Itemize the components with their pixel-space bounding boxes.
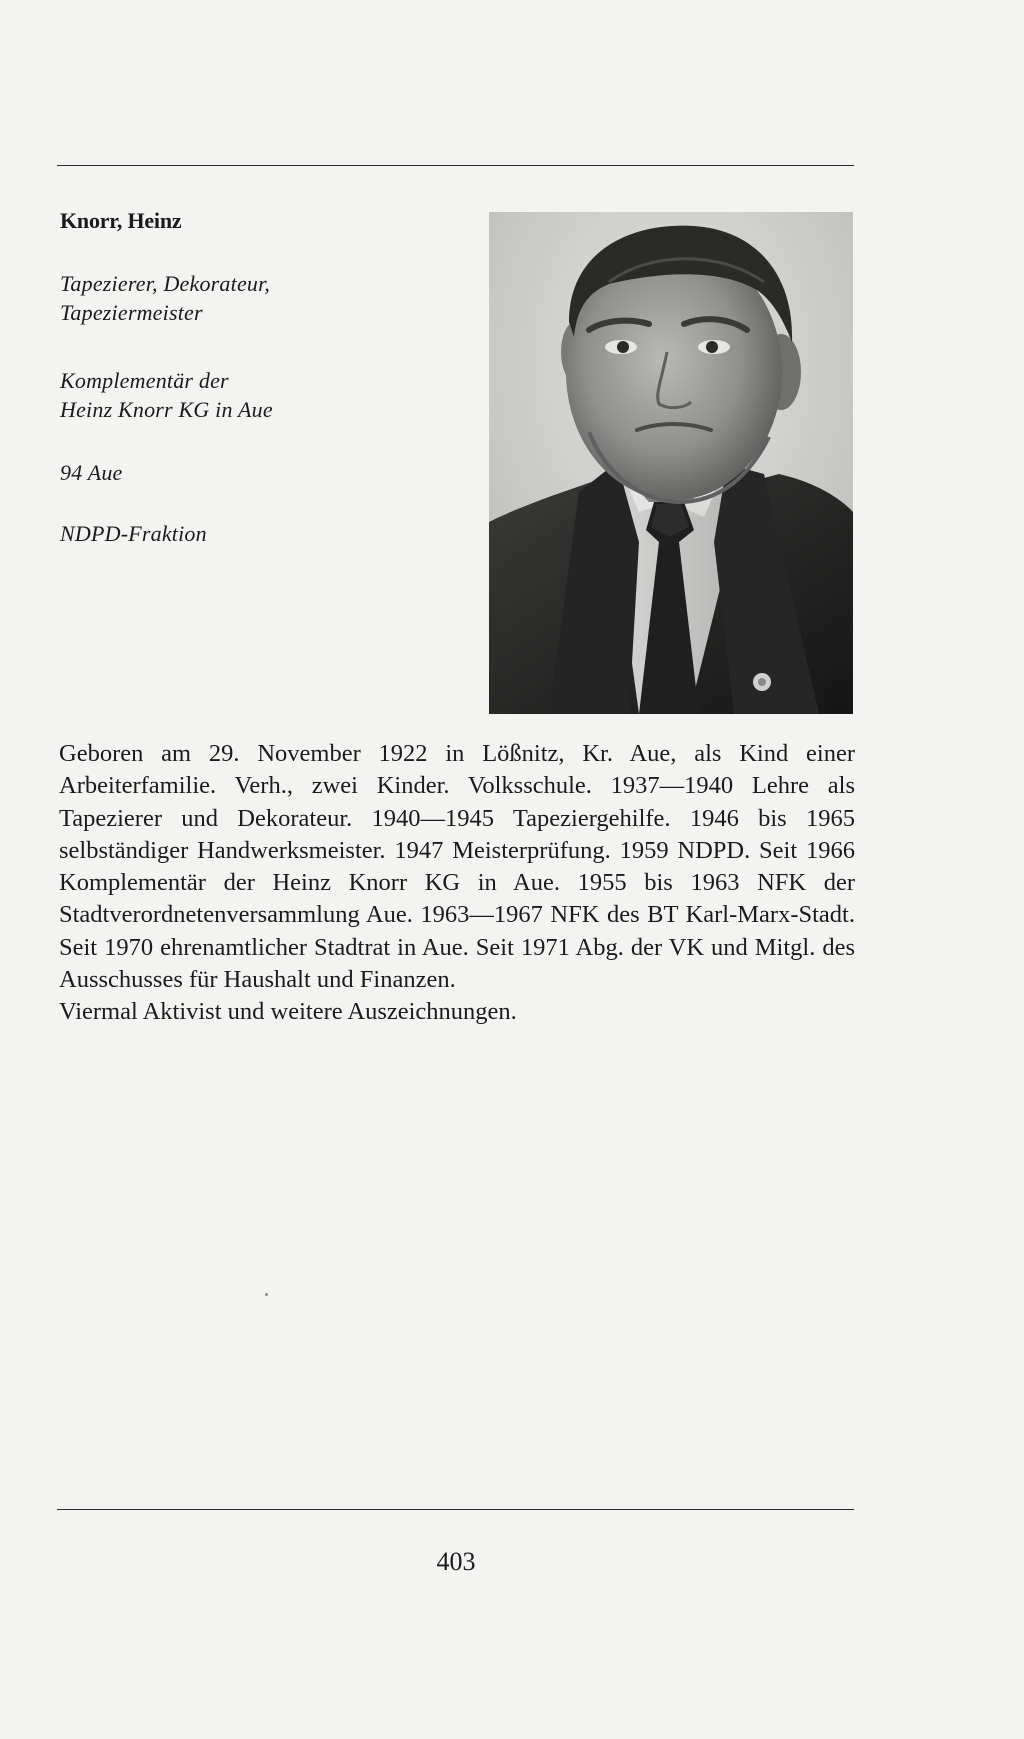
entry-name: Knorr, Heinz <box>60 208 182 233</box>
top-rule <box>57 165 854 166</box>
awards-line: Viermal Aktivist und weitere Auszeichnungen. <box>59 998 517 1026</box>
biography-paragraph: Geboren am 29. November 1922 in Lößnitz, Kr. Aue, als Kind einer Arbeiterfamilie. Verh., zwei Kinder. Volksschule. 1937—1940 Lehre als Tapezierer und Dekorateur. 1940—1945 Tapeziergehilfe. 1946 bis 1965 selbständiger Handwerksmeister. 1947 Meisterprüfung. 1959 NDPD. Seit 1966 Komplementär der Heinz Knorr KG in Aue. 1955 bis 1963 NFK der Stadtverordnetenversammlung Aue. 1963—1967 NFK des BT Karl-Marx-Stadt. Seit 1970 ehrenamtlicher Stadtrat in Aue. Seit 1971 Abg. der VK und Mitgl. des Ausschusses für Haushalt und Finanzen. <box>59 740 855 994</box>
position-line: Komplementär der <box>60 368 229 393</box>
biography <box>59 738 855 1029</box>
profession-line: Tapezierer, Dekorateur, <box>60 271 271 296</box>
position-line: Heinz Knorr KG in Aue <box>60 397 273 422</box>
faction-line: NDPD-Fraktion <box>60 521 207 546</box>
page-number: 403 <box>436 1547 476 1576</box>
scan-speck <box>265 1293 268 1296</box>
entry-position <box>60 366 273 424</box>
entry-address <box>60 458 123 487</box>
portrait-photo <box>489 212 853 714</box>
profession-line: Tapeziermeister <box>60 300 203 325</box>
bottom-rule <box>57 1509 854 1510</box>
address-line: 94 Aue <box>60 460 123 485</box>
entry-profession <box>60 269 270 327</box>
entry-faction <box>60 519 207 548</box>
